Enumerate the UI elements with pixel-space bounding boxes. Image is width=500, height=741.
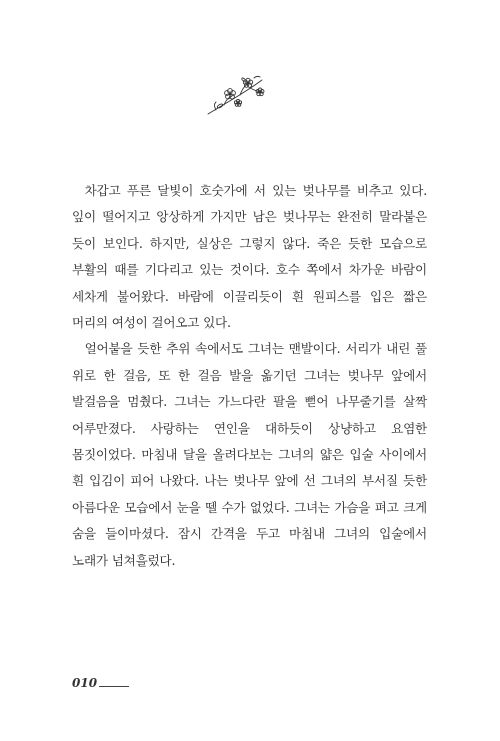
body-text <box>72 178 427 574</box>
page-number: 010 <box>72 676 98 690</box>
cherry-blossom-branch-icon <box>204 72 268 120</box>
page-number-rule <box>99 686 129 687</box>
paragraph: 얼어붙을 듯한 추위 속에서도 그녀는 맨발이다. 서리가 내린 풀 위로 한 걸음, 또 한 걸음 발을 옮기던 그녀는 벚나무 앞에서 발걸음을 멈췄다. 그녀는 가느다란 팔을 뻗어 나무줄기를 살짝 어루만졌다. 사랑하는 연인을 대하듯이 상냥하고 요염한 몸짓이었다. 마침내 달을 올려다보는 그녀의 얇은 입술 사이에서 흰 입김이 피어 나왔다. 나는 벚나무 앞에 선 그녀의 부서질 듯한 아름다운 모습에서 눈을 뗄 수가 없었다. 그녀는 가슴을 펴고 크게 숨을 들이마셨다. 잠시 간격을 두고 마침내 그녀의 입술에서 노래가 넘쳐흘렀다. <box>72 341 427 568</box>
paragraph: 차갑고 푸른 달빛이 호숫가에 서 있는 벚나무를 비추고 있다. 잎이 떨어지고 앙상하게 가지만 남은 벚나무는 완전히 말라붙은 듯이 보인다. 하지만, 실상은 그렇지 않다. 죽은 듯한 모습으로 부활의 때를 기다리고 있는 것이다. 호수 쪽에서 차가운 바람이 세차게 불어왔다. 바람에 이끌리듯이 흰 원피스를 입은 짧은 머리의 여성이 걸어오고 있다. <box>72 183 427 331</box>
